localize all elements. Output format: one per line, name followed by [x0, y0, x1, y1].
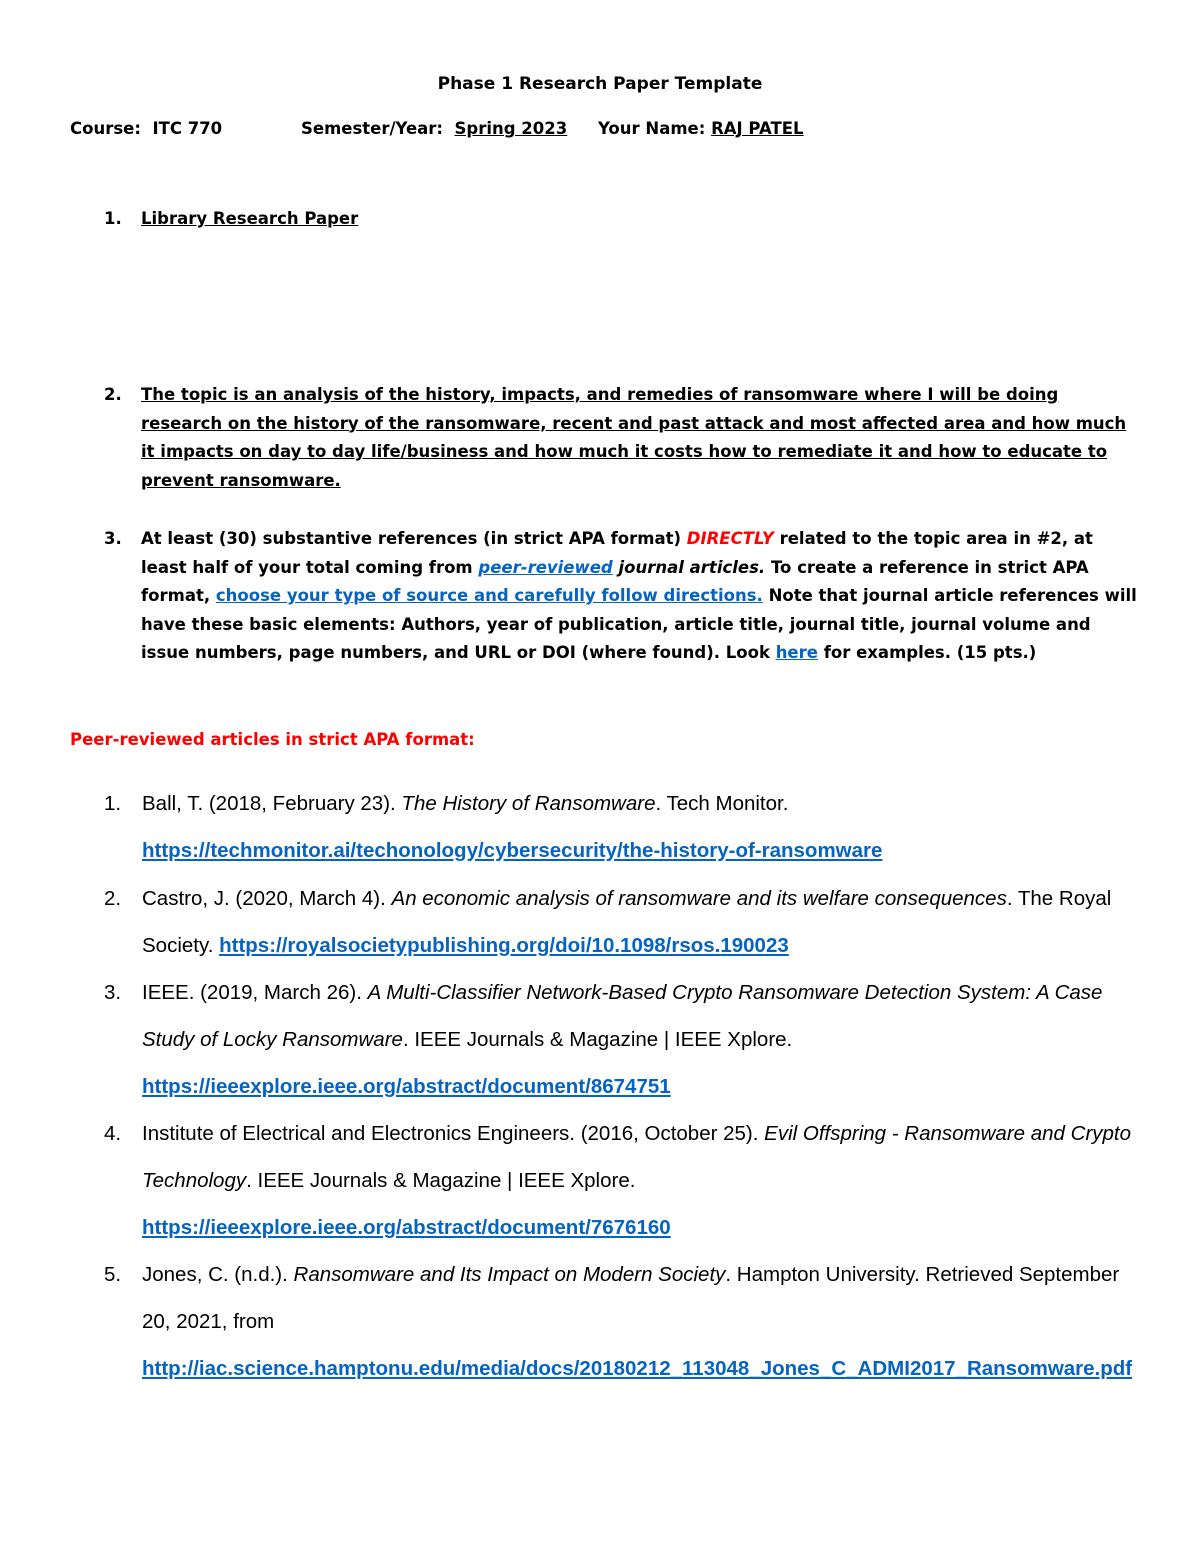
library-heading: Library Research Paper: [141, 209, 359, 228]
instruction-text: Note that journal article references will have these basic elements: Authors, year of publication, article title, journal title, journal volume and issue numbers, page numbers, and URL or DOI (where found). Look: [141, 586, 1137, 662]
list-item-references-instructions: [104, 525, 1144, 668]
page-title: Phase 1 Research Paper Template: [437, 74, 763, 94]
reference-author-date: Jones, C. (n.d.).: [142, 1263, 288, 1286]
list-number: 1.: [104, 209, 122, 228]
semester-field: [301, 119, 567, 138]
course-field: [70, 119, 222, 138]
list-item-topic: [104, 381, 1144, 495]
reference-number: 2.: [104, 887, 122, 910]
reference-item: [104, 875, 1144, 969]
here-link[interactable]: here: [775, 643, 818, 662]
reference-title: Ransomware and Its Impact on Modern Society: [293, 1263, 726, 1286]
reference-source: . IEEE Journals & Magazine | IEEE Xplore.: [246, 1169, 636, 1192]
name-value: RAJ PATEL: [711, 119, 804, 138]
choose-source-link[interactable]: choose your type of source and carefully follow directions.: [215, 586, 763, 605]
reference-source: . Tech Monitor.: [655, 792, 789, 815]
reference-number: 1.: [104, 792, 122, 815]
list-number: 3.: [104, 529, 122, 548]
reference-number: 4.: [104, 1122, 122, 1145]
reference-author-date: Ball, T. (2018, February 23).: [142, 792, 396, 815]
reference-item: [104, 780, 1144, 874]
course-label: Course:: [70, 119, 141, 138]
reference-number: 5.: [104, 1263, 122, 1286]
peer-reviewed-heading: Peer-reviewed articles in strict APA format:: [70, 730, 475, 749]
directly-emphasis: DIRECTLY: [686, 529, 774, 548]
instruction-text: for examples. (15 pts.): [823, 643, 1037, 662]
reference-author-date: IEEE. (2019, March 26).: [142, 981, 362, 1004]
reference-url[interactable]: https://ieeexplore.ieee.org/abstract/document/7676160: [142, 1216, 671, 1239]
reference-title: Evil Offspring - Ransomware and Crypto Technology: [142, 1122, 1132, 1192]
instruction-text: related to the topic area in #2, at least half of your total coming from: [141, 529, 1093, 577]
instruction-text: journal articles.: [618, 557, 766, 577]
list-number: 2.: [104, 385, 122, 404]
name-label: Your Name:: [598, 119, 706, 138]
instruction-text: To create a reference in strict APA format,: [141, 557, 1089, 605]
name-field: [598, 119, 804, 138]
topic-text: The topic is an analysis of the history, impacts, and remedies of ransomware where I will be doing research on the history of the ransomware, recent and past attack and most affected area and how much it impacts on day to day life/business and how much it costs how to remediate it and how to educate to prevent ransomware.: [141, 385, 1127, 490]
reference-title: The History of Ransomware: [401, 792, 656, 815]
reference-url[interactable]: https://ieeexplore.ieee.org/abstract/document/8674751: [142, 1075, 671, 1098]
reference-item: [104, 1110, 1144, 1251]
peer-reviewed-link[interactable]: peer-reviewed: [478, 557, 613, 577]
reference-source: . IEEE Journals & Magazine | IEEE Xplore.: [402, 1028, 793, 1051]
instruction-text: At least (30) substantive references (in strict APA format): [141, 529, 682, 548]
reference-item: [104, 969, 1144, 1110]
semester-label: Semester/Year:: [301, 119, 444, 138]
semester-value: Spring 2023: [454, 119, 568, 138]
reference-item: [104, 1251, 1144, 1392]
reference-source: . The Royal Society.: [142, 887, 1112, 957]
reference-url[interactable]: http://iac.science.hamptonu.edu/media/docs/20180212_113048_Jones_C_ADMI2017_Ransomware.pdf: [142, 1357, 1133, 1380]
reference-title: A Multi-Classifier Network-Based Crypto Ransomware Detection System: A Case Study of Locky Ransomware: [142, 981, 1103, 1051]
reference-author-date: Castro, J. (2020, March 4).: [142, 887, 386, 910]
reference-url[interactable]: https://royalsocietypublishing.org/doi/10.1098/rsos.190023: [219, 934, 789, 957]
list-item-library: [104, 205, 1144, 234]
reference-url[interactable]: https://techmonitor.ai/techonology/cybersecurity/the-history-of-ransomware: [142, 839, 883, 862]
reference-number: 3.: [104, 981, 122, 1004]
reference-author-date: Institute of Electrical and Electronics Engineers. (2016, October 25).: [142, 1122, 759, 1145]
reference-title: An economic analysis of ransomware and its welfare consequences: [391, 887, 1007, 910]
course-value: ITC 770: [152, 119, 223, 138]
reference-source: . Hampton University. Retrieved September 20, 2021, from: [142, 1263, 1120, 1333]
